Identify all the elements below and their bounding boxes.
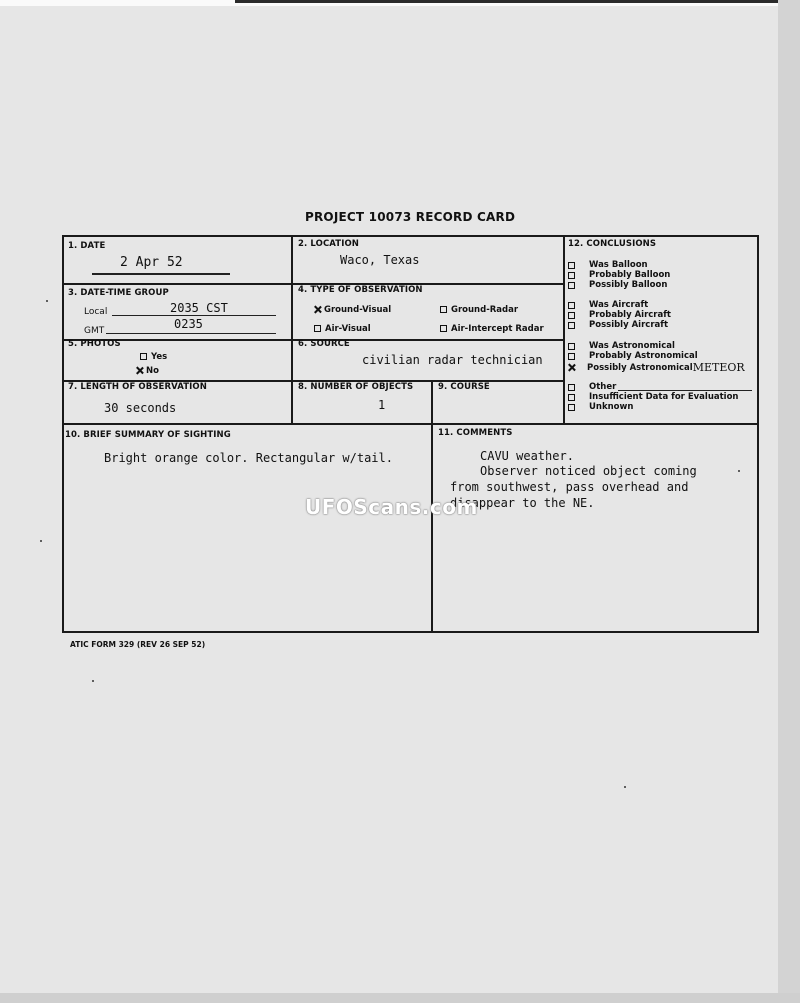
record-card: [62, 235, 759, 633]
number-of-objects-label: 8. NUMBER OF OBJECTS: [298, 382, 414, 392]
comments-line-4: disappear to the NE.: [450, 496, 595, 510]
scan-right-edge: [778, 0, 800, 1003]
scan-speck: [92, 680, 94, 682]
checkbox-icon: [440, 325, 447, 332]
scan-bottom-edge: [0, 993, 800, 1003]
conclusions-list: [568, 235, 756, 423]
checked-x-icon: [568, 364, 575, 371]
gmt-value: 0235: [174, 317, 203, 331]
air-visual-option: Air-Visual: [314, 324, 371, 334]
conclusion-probably-astronomical: Probably Astronomical: [568, 351, 698, 361]
conclusion-insufficient-data: Insufficient Data for Evaluation: [568, 392, 739, 402]
comments-line-2: Observer noticed object coming: [480, 464, 697, 478]
length-label: 7. LENGTH OF OBSERVATION: [68, 382, 207, 392]
scan-speck: [46, 300, 48, 302]
air-intercept-radar-option: Air-Intercept Radar: [440, 324, 544, 334]
length-value: 30 seconds: [104, 401, 177, 415]
scan-speck: [738, 470, 740, 472]
location-label: 2. LOCATION: [298, 239, 359, 249]
conclusion-note: METEOR: [692, 361, 745, 374]
source-label: 6. SOURCE: [298, 339, 350, 349]
conclusion-probably-aircraft: Probably Aircraft: [568, 310, 671, 320]
conclusion-possibly-aircraft: Possibly Aircraft: [568, 320, 668, 330]
checkbox-icon: [140, 353, 147, 360]
comments-line-3: from southwest, pass overhead and: [450, 480, 689, 494]
location-value: Waco, Texas: [340, 253, 420, 267]
photos-no-option: No: [136, 366, 159, 376]
card-title: PROJECT 10073 RECORD CARD: [305, 210, 516, 224]
conclusions-label: 12. CONCLUSIONS: [568, 239, 657, 249]
ground-radar-option: Ground-Radar: [440, 305, 518, 315]
number-of-objects-value: 1: [378, 398, 386, 412]
conclusion-possibly-balloon: Possibly Balloon: [568, 280, 667, 290]
date-value: 2 Apr 52: [120, 255, 183, 270]
local-value: 2035 CST: [170, 301, 228, 315]
course-label: 9. COURSE: [438, 382, 490, 392]
conclusion-was-astronomical: Was Astronomical: [568, 341, 675, 351]
conclusion-possibly-astronomical: Possibly Astronomical METEOR: [568, 361, 745, 374]
ground-visual-option: Ground-Visual: [314, 305, 391, 315]
conclusion-other: Other: [568, 382, 616, 392]
gmt-underline: [106, 333, 276, 334]
checked-x-icon: [136, 367, 143, 374]
comments-line-1: CAVU weather.: [480, 449, 574, 463]
watermark: UFOScans.com: [305, 495, 478, 519]
type-of-observation-label: 4. TYPE OF OBSERVATION: [298, 285, 423, 295]
date-time-group-label: 3. DATE-TIME GROUP: [68, 288, 169, 298]
local-label: Local: [84, 307, 108, 317]
photos-label: 5. PHOTOS: [68, 339, 121, 349]
scan-speck: [624, 786, 626, 788]
conclusion-was-aircraft: Was Aircraft: [568, 300, 648, 310]
conclusion-probably-balloon: Probably Balloon: [568, 270, 670, 280]
local-underline: [112, 315, 276, 316]
conclusion-was-balloon: Was Balloon: [568, 260, 648, 270]
comments-label: 11. COMMENTS: [438, 428, 513, 438]
date-label: 1. DATE: [68, 241, 106, 251]
scan-top-edge: [0, 0, 800, 6]
summary-label: 10. BRIEF SUMMARY OF SIGHTING: [65, 430, 231, 440]
summary-value: Bright orange color. Rectangular w/tail.: [104, 451, 393, 465]
form-footer: ATIC FORM 329 (REV 26 SEP 52): [70, 640, 206, 649]
date-underline: [92, 273, 230, 275]
other-underline: [618, 390, 752, 391]
source-value: civilian radar technician: [362, 353, 543, 367]
gmt-label: GMT: [84, 326, 105, 336]
conclusion-unknown: Unknown: [568, 402, 633, 412]
checkbox-icon: [440, 306, 447, 313]
checked-x-icon: [314, 306, 321, 313]
photos-yes-option: Yes: [140, 352, 167, 362]
checkbox-icon: [314, 325, 321, 332]
scan-speck: [40, 540, 42, 542]
